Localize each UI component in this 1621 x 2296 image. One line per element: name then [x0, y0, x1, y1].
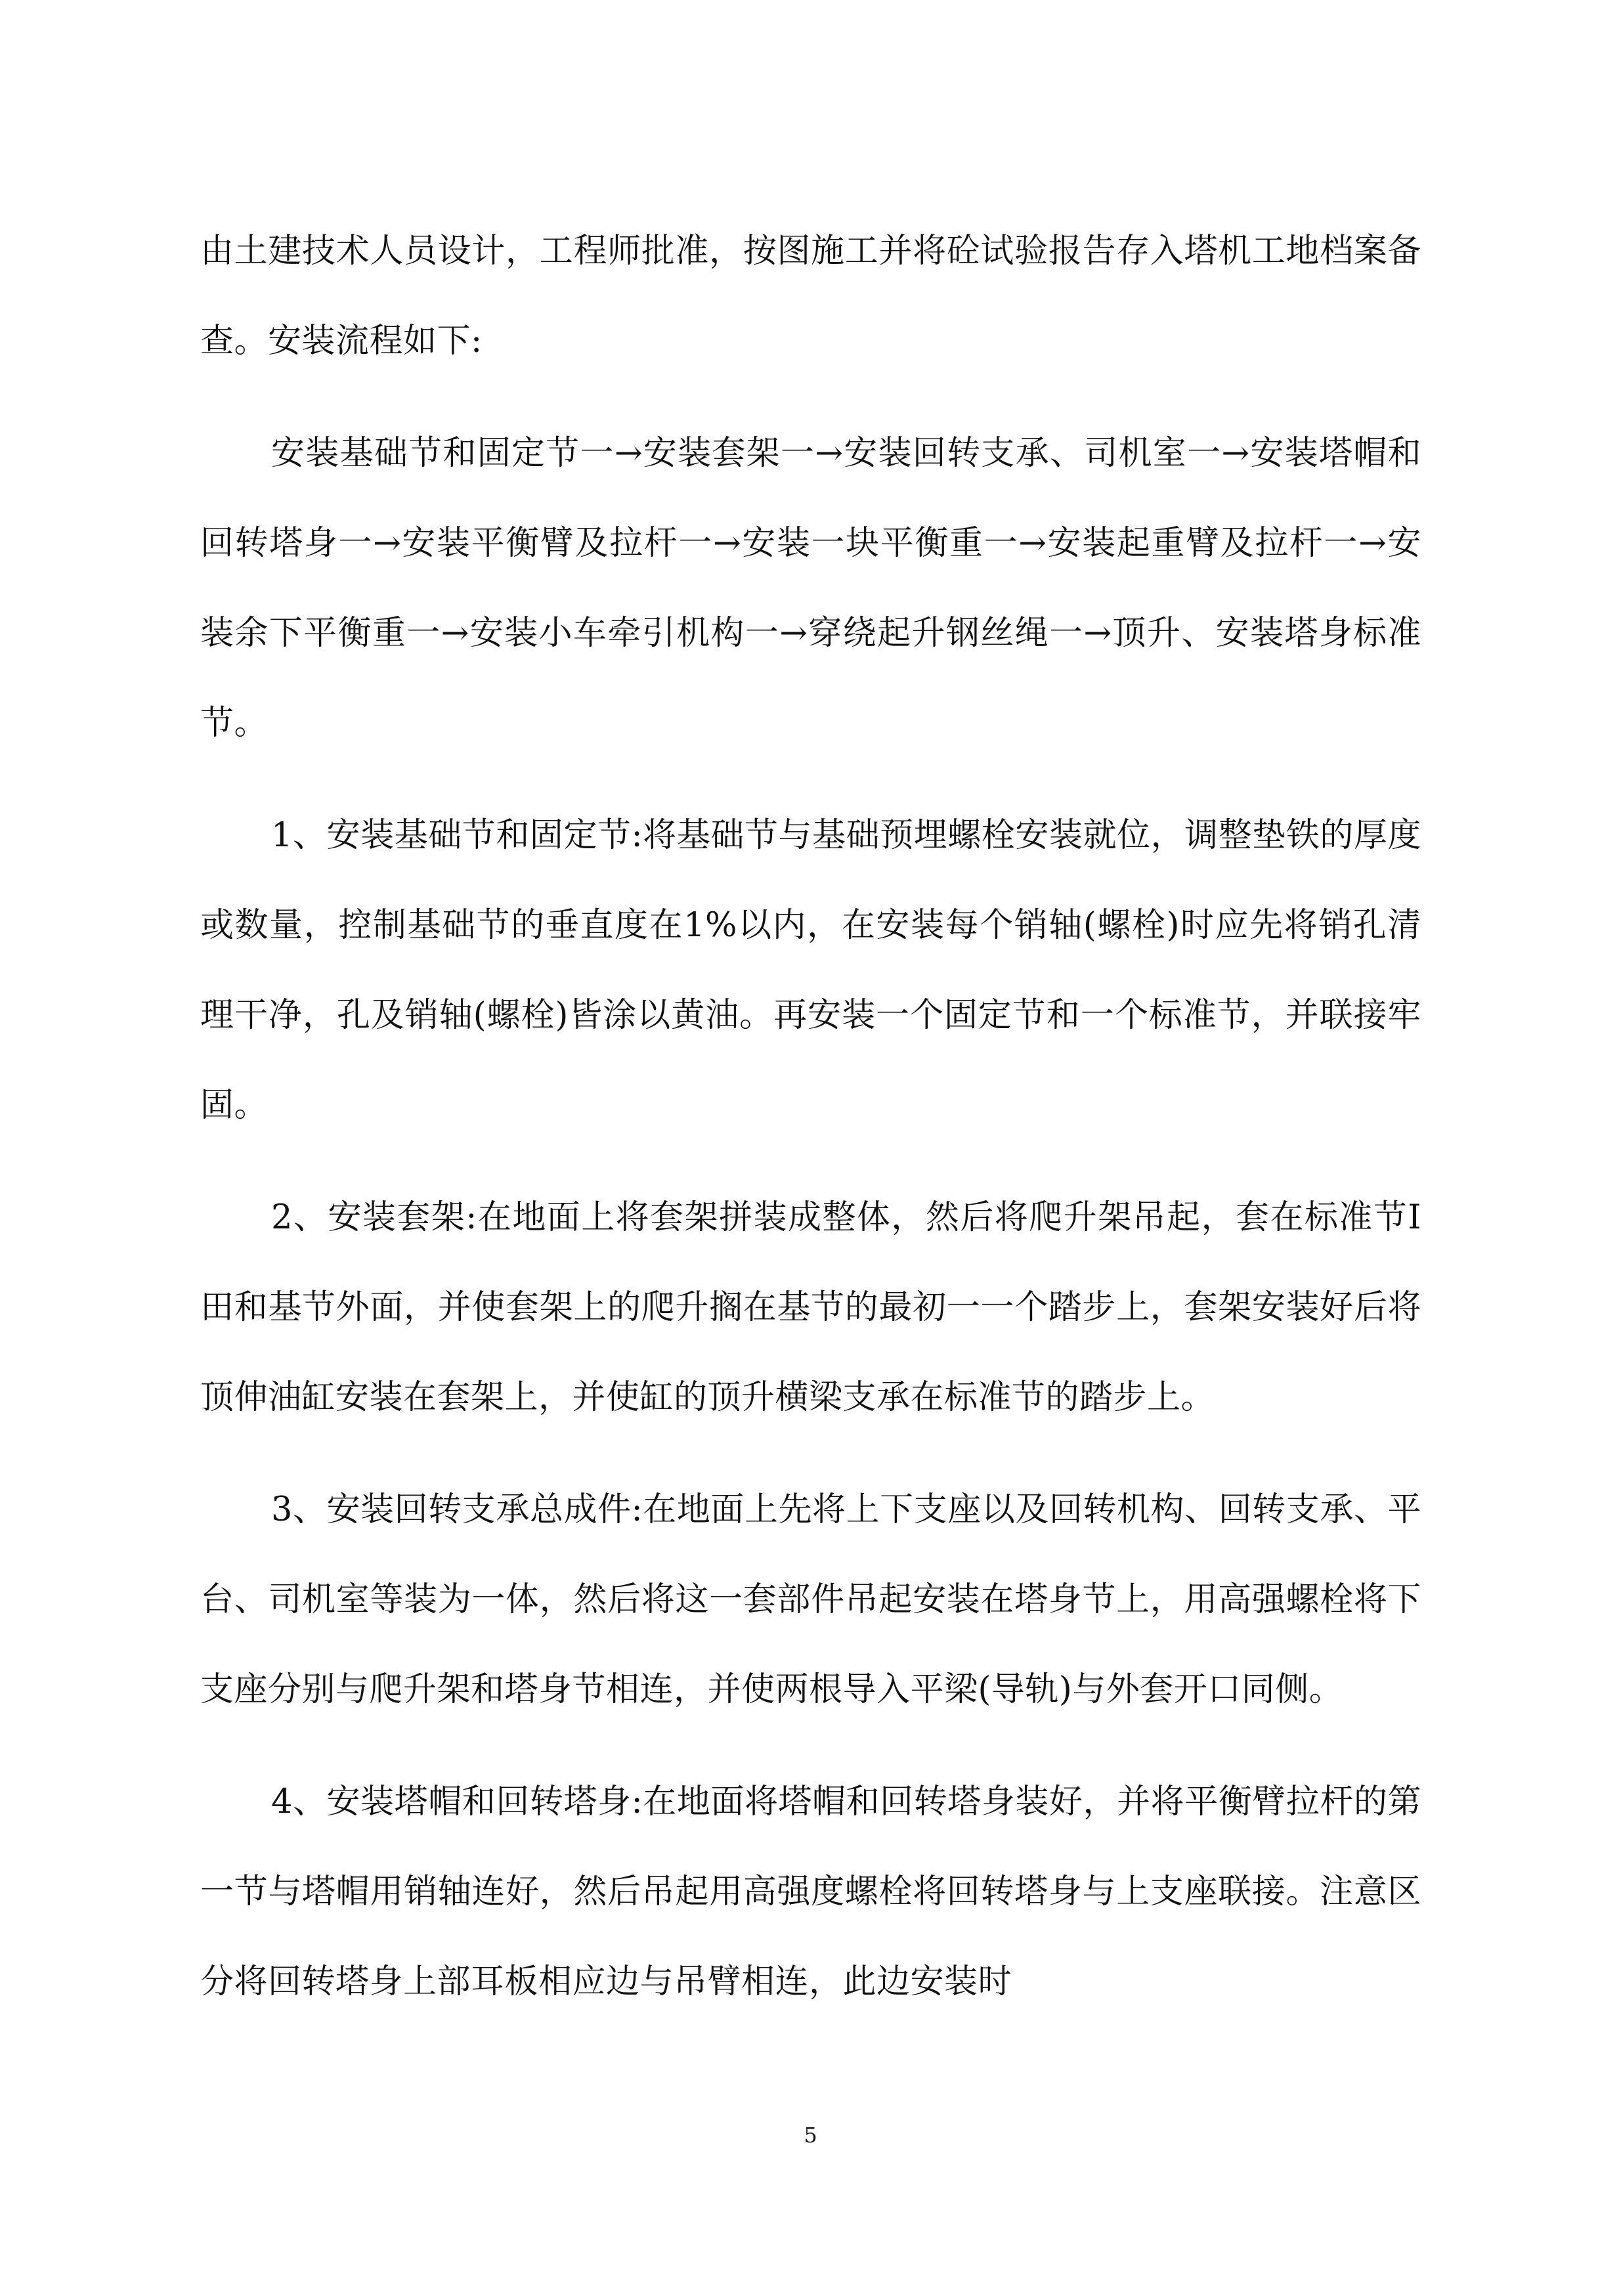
paragraph-step-2: 2、安装套架:在地面上将套架拼装成整体，然后将爬升架吊起，套在标准节Ⅰ田和基节外面，并使套架上的爬升搁在基节的最初一一个踏步上，套架安装好后将顶伸油缸安装在套架上，并使缸的顶升横梁支承在标准节的踏步上。 — [200, 1198, 1421, 1417]
body-text — [200, 206, 1421, 2027]
page-number: 5 — [804, 2123, 817, 2148]
paragraph-continuation: 由土建技术人员设计，工程师批准，按图施工并将砼试验报告存入塔机工地档案备查。安装流程如下: — [200, 232, 1421, 360]
paragraph-install-flow: 安装基础节和固定节一→安装套架一→安装回转支承、司机室一→安装塔帽和回转塔身一→安装平衡臂及拉杆一→安装一块平衡重一→安装起重臂及拉杆一→安装余下平衡重一→安装小车牵引机构一→穿绕起升钢丝绳一→顶升、安装塔身标准节。 — [200, 434, 1421, 743]
paragraph-step-1: 1、安装基础节和固定节:将基础节与基础预埋螺栓安装就位，调整垫铁的厚度或数量，控制基础节的垂直度在1%以内，在安装每个销轴(螺栓)时应先将销孔清理干净，孔及销轴(螺栓)皆涂以黄油。再安装一个固定节和一个标准节，并联接牢固。 — [200, 816, 1421, 1125]
paragraph-step-4: 4、安装塔帽和回转塔身:在地面将塔帽和回转塔身装好，并将平衡臂拉杆的第一节与塔帽用销轴连好，然后吊起用高强度螺栓将回转塔身与上支座联接。注意区分将回转塔身上部耳板相应边与吊臂相连，此边安装时 — [200, 1783, 1421, 2001]
paragraph-step-3: 3、安装回转支承总成件:在地面上先将上下支座以及回转机构、回转支承、平台、司机室等装为一体，然后将这一套部件吊起安装在塔身节上，用高强螺栓将下支座分别与爬升架和塔身节相连，并使两根导入平梁(导轨)与外套开口同侧。 — [200, 1490, 1421, 1709]
